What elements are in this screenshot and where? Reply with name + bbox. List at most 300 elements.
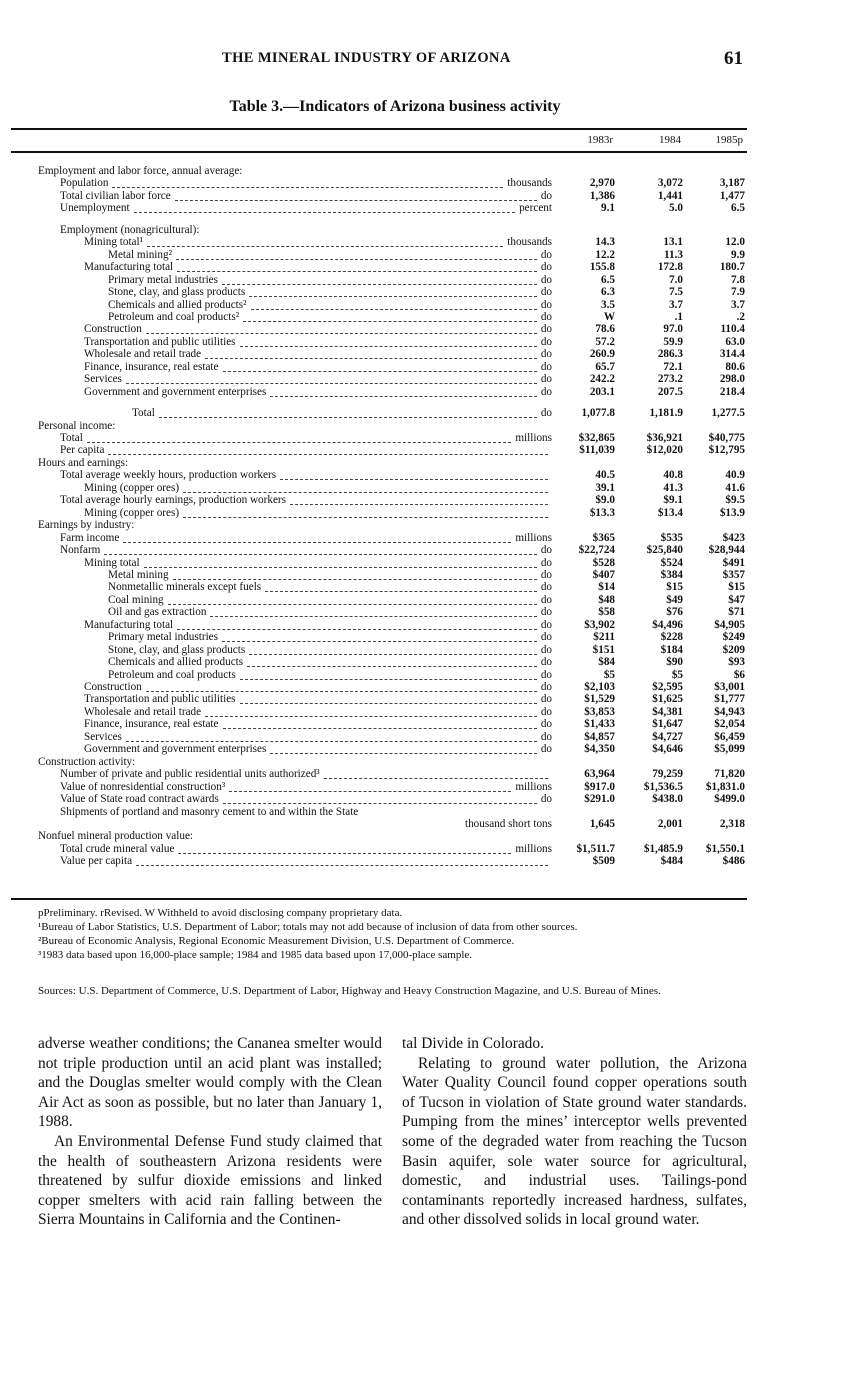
leader-dots	[265, 591, 537, 592]
row-label: Farm income	[60, 531, 120, 544]
row-value: 7.8	[731, 273, 745, 286]
row-value: $36,921	[646, 432, 683, 444]
body-paragraph: adverse weather conditions; the Cananea smelter would not triple production until an acid plant was installed; and the Douglas smelter would comply with the Clean Air Act as soon as possible, but no later than January 1, 1988.	[38, 1035, 382, 1131]
footnotes	[38, 906, 748, 962]
row-unit: do	[540, 593, 552, 606]
row-unit: do	[540, 705, 552, 718]
row-value: $2,103	[584, 681, 615, 693]
leader-dots	[240, 703, 537, 704]
row-label: Services	[84, 730, 122, 743]
leader-dots	[175, 200, 537, 201]
leader-dots	[249, 654, 537, 655]
row-value: 2,001	[657, 817, 683, 830]
table-row	[0, 669, 854, 682]
body-column-left	[38, 1034, 382, 1230]
leader-dots	[240, 346, 537, 347]
table-row	[0, 494, 854, 507]
table-row	[0, 768, 854, 781]
row-value: $384	[660, 568, 683, 581]
row-unit: do	[540, 743, 552, 756]
leader-dots	[270, 753, 537, 754]
table-row	[0, 202, 854, 215]
row-value: $528	[592, 556, 615, 569]
row-label: Earnings by industry:	[38, 519, 135, 532]
row-label: Per capita	[60, 444, 105, 457]
row-unit: thousands	[507, 236, 552, 249]
table-row	[0, 386, 854, 399]
row-unit: do	[540, 373, 552, 386]
row-value: $1,777	[714, 693, 745, 706]
row-value: $4,350	[584, 743, 615, 756]
row-value: 3,072	[657, 177, 683, 190]
row-value: 40.8	[663, 469, 683, 482]
row-unit: do	[540, 248, 552, 261]
row-value: $438.0	[652, 793, 683, 806]
table-row	[0, 557, 854, 570]
row-value: $71	[728, 606, 745, 619]
table-row	[0, 420, 854, 433]
leader-dots	[173, 579, 537, 580]
row-value: 9.9	[731, 248, 745, 261]
row-label: Employment and labor force, annual average:	[38, 165, 243, 177]
row-value: $3,853	[584, 705, 615, 718]
row-value: 9.1	[601, 202, 615, 215]
row-value: $524	[660, 556, 683, 569]
row-label: Mining total¹	[84, 236, 143, 249]
row-unit: percent	[519, 202, 552, 215]
row-value: $291.0	[584, 793, 615, 806]
row-unit: do	[540, 407, 552, 420]
row-unit: millions	[515, 842, 552, 855]
row-label: Manufacturing total	[84, 618, 174, 631]
row-value: 3.5	[601, 298, 615, 311]
row-value: $209	[722, 643, 745, 656]
row-value: $3,001	[714, 681, 745, 693]
row-label: Petroleum and coal products	[108, 668, 236, 681]
row-value: 71,820	[714, 768, 745, 781]
row-unit: do	[540, 385, 552, 398]
row-label: Total	[60, 432, 83, 444]
row-value: 286.3	[657, 348, 683, 361]
column-header-1984: 1984	[659, 134, 681, 146]
leader-dots	[243, 321, 537, 322]
row-value: 260.9	[589, 348, 615, 361]
row-label: Coal mining	[108, 593, 164, 606]
row-value: $40,775	[708, 432, 745, 444]
row-label: Hours and earnings:	[38, 456, 129, 469]
row-unit: do	[540, 643, 552, 656]
table-row	[0, 718, 854, 731]
row-value: 14.3	[595, 236, 615, 249]
table-row	[0, 793, 854, 806]
row-value: $12,795	[708, 444, 745, 457]
leader-dots	[247, 666, 537, 667]
row-value: $5,099	[714, 743, 745, 756]
row-value: 41.6	[725, 481, 745, 494]
leader-dots	[280, 479, 548, 480]
leader-dots	[249, 296, 537, 297]
table-row	[0, 706, 854, 719]
row-value: $1,511.7	[576, 842, 615, 855]
row-value: $11,039	[579, 444, 615, 457]
row-value: 5.0	[669, 202, 683, 215]
row-label: Total average weekly hours, production workers	[60, 469, 277, 482]
row-label: Services	[84, 373, 122, 386]
leader-dots	[112, 187, 503, 188]
column-header-1983: 1983r	[587, 134, 613, 146]
row-unit: do	[540, 606, 552, 619]
table-row	[0, 818, 854, 831]
row-label: Shipments of portland and masonry cement to and within the State	[60, 805, 359, 818]
table-caption: Table 3.—Indicators of Arizona business activity	[229, 98, 561, 115]
row-label: Wholesale and retail trade	[84, 348, 202, 361]
row-value: $249	[722, 631, 745, 644]
leader-dots	[240, 679, 537, 680]
row-value: $491	[722, 556, 745, 569]
row-value: $32,865	[578, 432, 615, 444]
row-label: Total average hourly earnings, production workers	[60, 494, 286, 507]
row-label: Population	[60, 177, 109, 190]
row-value: $423	[722, 531, 745, 544]
row-label: Metal mining²	[108, 248, 172, 261]
row-value: 12.0	[725, 236, 745, 249]
column-header-1985: 1985p	[715, 134, 743, 146]
row-value: $1,647	[652, 718, 683, 731]
table-row	[0, 855, 854, 868]
row-value: 314.4	[719, 348, 745, 361]
table-top-rule	[11, 128, 747, 130]
row-value: 97.0	[663, 323, 683, 336]
leader-dots	[183, 517, 548, 518]
table-row	[0, 407, 854, 420]
row-label: Primary metal industries	[108, 631, 218, 644]
row-value: $535	[660, 531, 683, 544]
row-value: $28,944	[708, 544, 745, 557]
table-row	[0, 224, 854, 237]
row-label: Wholesale and retail trade	[84, 705, 202, 718]
row-unit: do	[540, 360, 552, 373]
row-unit: do	[540, 323, 552, 336]
row-value: .1	[674, 310, 683, 323]
row-value: 207.5	[657, 385, 683, 398]
table-row	[0, 781, 854, 794]
row-unit: do	[540, 793, 552, 806]
row-unit: do	[540, 656, 552, 669]
row-value: $211	[593, 631, 615, 644]
table-row	[0, 656, 854, 669]
table-row	[0, 606, 854, 619]
row-unit: do	[540, 693, 552, 706]
row-unit: do	[540, 718, 552, 731]
table-row	[0, 444, 854, 457]
table-row	[0, 432, 854, 445]
row-label: Nonfuel mineral production value:	[38, 830, 194, 843]
row-value: $151	[592, 643, 615, 656]
row-unit: do	[540, 668, 552, 681]
leader-dots	[159, 417, 537, 418]
row-unit: do	[540, 568, 552, 581]
row-label: Primary metal industries	[108, 273, 218, 286]
leader-dots	[270, 396, 537, 397]
row-value: 6.3	[601, 286, 615, 299]
leader-dots	[178, 853, 511, 854]
row-value: $13.9	[719, 506, 745, 519]
row-unit: thousands	[507, 177, 552, 190]
row-label: Petroleum and coal products²	[108, 310, 240, 323]
row-value: $365	[592, 531, 615, 544]
leader-dots	[205, 716, 537, 717]
row-value: $58	[598, 606, 615, 619]
row-label: Construction activity:	[38, 755, 136, 768]
row-label: Manufacturing total	[84, 261, 174, 274]
table-row	[0, 311, 854, 324]
leader-dots	[168, 604, 537, 605]
row-label: Chemicals and allied products²	[108, 298, 247, 311]
row-value: $4,381	[652, 705, 683, 718]
page-number: 61	[724, 48, 743, 69]
row-value: $6,459	[714, 730, 745, 743]
footnote-1: ¹Bureau of Labor Statistics, U.S. Department of Labor; totals may not add because of inclusion of data from other sources.	[38, 921, 578, 933]
table-row	[0, 323, 854, 336]
leader-dots	[324, 778, 548, 779]
row-label: Unemployment	[60, 202, 130, 215]
row-value: $25,840	[646, 544, 683, 557]
leader-dots	[229, 791, 511, 792]
row-value: $407	[592, 568, 615, 581]
row-value: $12,020	[646, 444, 683, 457]
row-value: 1,077.8	[581, 407, 615, 420]
row-value: W	[603, 310, 615, 323]
row-value: 242.2	[589, 373, 615, 386]
row-value: 39.1	[595, 481, 615, 494]
row-value: $49	[666, 593, 683, 606]
row-value: $13.4	[657, 506, 683, 519]
row-label: Metal mining	[108, 568, 169, 581]
row-value: 1,181.9	[649, 407, 683, 420]
row-value: $13.3	[589, 506, 615, 519]
row-value: $1,536.5	[643, 780, 683, 793]
row-value: $5	[603, 668, 615, 681]
table-row	[0, 190, 854, 203]
row-value: $499.0	[714, 793, 745, 806]
row-value: 155.8	[589, 261, 615, 274]
table-row	[0, 731, 854, 744]
table-row	[0, 581, 854, 594]
row-value: 6.5	[731, 202, 745, 215]
row-label: Construction	[84, 681, 142, 693]
row-value: $5	[671, 668, 683, 681]
row-label: Total civilian labor force	[60, 189, 171, 202]
row-value: 298.0	[719, 373, 745, 386]
row-value: 3,187	[719, 177, 745, 190]
leader-dots	[144, 567, 537, 568]
row-value: 72.1	[663, 360, 683, 373]
row-value: $917.0	[584, 780, 615, 793]
row-value: $22,724	[578, 544, 615, 557]
row-value: $484	[660, 855, 683, 868]
table-row	[0, 299, 854, 312]
row-value: 1,441	[657, 189, 683, 202]
row-label: Oil and gas extraction	[108, 606, 207, 619]
table-row	[0, 373, 854, 386]
row-value: 63,964	[584, 768, 615, 781]
row-label: Mining (copper ores)	[84, 506, 180, 519]
row-value: 11.3	[664, 248, 683, 261]
table-row	[0, 177, 854, 190]
running-title: THE MINERAL INDUSTRY OF ARIZONA	[222, 50, 511, 66]
leader-dots	[177, 629, 537, 630]
row-value: 79,259	[652, 768, 683, 781]
row-value: 2,318	[719, 817, 745, 830]
row-value: $48	[598, 593, 615, 606]
table-row	[0, 286, 854, 299]
row-unit: do	[540, 348, 552, 361]
table-row	[0, 457, 854, 470]
row-value: 57.2	[595, 335, 615, 348]
table-row	[0, 619, 854, 632]
row-value: $15	[728, 581, 745, 594]
row-value: 65.7	[595, 360, 615, 373]
row-value: $357	[722, 568, 745, 581]
row-value: $184	[660, 643, 683, 656]
row-label: Stone, clay, and glass products	[108, 643, 246, 656]
row-value: $14	[598, 581, 615, 594]
table-row	[0, 482, 854, 495]
row-value: $4,646	[652, 743, 683, 756]
row-value: $2,054	[714, 718, 745, 731]
row-value: 1,645	[589, 817, 615, 830]
row-value: $1,831.0	[705, 780, 745, 793]
leader-dots	[290, 504, 548, 505]
row-value: 6.5	[601, 273, 615, 286]
row-value: 12.2	[595, 248, 615, 261]
table-row	[0, 806, 854, 819]
table-row	[0, 693, 854, 706]
row-label: Value of nonresidential construction³	[60, 780, 226, 793]
row-value: 7.0	[669, 273, 683, 286]
table-row	[0, 594, 854, 607]
row-value: $1,485.9	[643, 842, 683, 855]
leader-dots	[205, 358, 537, 359]
body-paragraph: Relating to ground water pollution, the Arizona Water Quality Council found copper operations south of Tucson in violation of State ground water standards. Pumping from the mines’ interceptor wells prevented some of the degraded water from reaching the Tucson Basin aquifer, sole water source for agricultural, domestic, and industrial uses. Tailings-pond contaminants reportedly increased hardness, sulfates, and other dissolved solids in local ground water.	[402, 1054, 747, 1229]
row-unit: do	[540, 310, 552, 323]
table-row	[0, 274, 854, 287]
leader-dots	[108, 454, 548, 455]
leader-dots	[223, 371, 537, 372]
leader-dots	[87, 442, 511, 443]
row-value: $9.1	[663, 494, 683, 507]
row-label: Finance, insurance, real estate	[84, 718, 219, 731]
footnote-3: ³1983 data based upon 16,000-place sample; 1984 and 1985 data based upon 17,000-place sample.	[38, 949, 473, 961]
table-row	[0, 681, 854, 694]
row-value: $2,595	[652, 681, 683, 693]
row-label: Nonfarm	[60, 544, 101, 557]
row-label: Mining (copper ores)	[84, 481, 180, 494]
row-value: $84	[598, 656, 615, 669]
table-row	[0, 544, 854, 557]
row-unit: do	[540, 335, 552, 348]
row-unit: do	[540, 730, 552, 743]
row-value: $486	[722, 855, 745, 868]
row-unit: millions	[515, 780, 552, 793]
leader-dots	[134, 212, 515, 213]
row-label: Total crude mineral value	[60, 842, 175, 855]
row-unit: do	[540, 581, 552, 594]
row-value: $9.0	[595, 494, 615, 507]
row-value: $4,905	[714, 618, 745, 631]
row-unit: do	[540, 286, 552, 299]
table-row	[0, 569, 854, 582]
sources-text: Sources: U.S. Department of Commerce, U.S. Department of Labor, Highway and Heavy Construction Magazine, and U.S. Bureau of Mines.	[38, 985, 661, 997]
row-unit: do	[540, 631, 552, 644]
row-value: $1,529	[584, 693, 615, 706]
row-value: $6	[733, 668, 745, 681]
table-row	[0, 336, 854, 349]
row-label: Employment (nonagricultural):	[60, 223, 200, 236]
row-label: Transportation and public utilities	[84, 335, 236, 348]
row-value: 2,970	[589, 177, 615, 190]
row-unit: do	[540, 681, 552, 693]
row-label: Value of State road contract awards	[60, 793, 219, 806]
row-unit: do	[540, 544, 552, 557]
row-label: Personal income:	[38, 419, 116, 432]
leader-dots	[136, 865, 548, 866]
row-value: $509	[592, 855, 615, 868]
row-label: Construction	[84, 323, 142, 336]
table-row	[0, 165, 854, 178]
row-value: 3.7	[669, 298, 683, 311]
row-value: 3.7	[731, 298, 745, 311]
row-value: 218.4	[719, 385, 745, 398]
leader-dots	[223, 728, 537, 729]
leader-dots	[126, 741, 537, 742]
row-value: 59.9	[663, 335, 683, 348]
leader-dots	[223, 803, 537, 804]
table-row	[0, 361, 854, 374]
row-label: Value per capita	[60, 855, 133, 868]
row-value: 1,386	[589, 189, 615, 202]
row-value: $4,727	[652, 730, 683, 743]
row-label: Mining total	[84, 556, 140, 569]
row-unit: do	[540, 261, 552, 274]
sources-note	[38, 984, 748, 998]
leader-dots	[177, 271, 537, 272]
leader-dots	[183, 492, 548, 493]
row-label: Transportation and public utilities	[84, 693, 236, 706]
row-unit: thousand short tons	[464, 817, 552, 830]
row-value: $228	[660, 631, 683, 644]
footnote-2: ²Bureau of Economic Analysis, Regional Economic Measurement Division, U.S. Department of Commerce.	[38, 935, 515, 947]
leader-dots	[147, 246, 503, 247]
leader-dots	[222, 284, 537, 285]
row-value: 172.8	[657, 261, 683, 274]
footnote-legend: pPreliminary. rRevised. W Withheld to avoid disclosing company proprietary data.	[38, 907, 403, 919]
row-value: $4,857	[584, 730, 615, 743]
body-paragraph: tal Divide in Colorado.	[402, 1035, 544, 1052]
row-value: $15	[666, 581, 683, 594]
row-value: $3,902	[584, 618, 615, 631]
body-column-right	[402, 1034, 747, 1230]
row-value: 80.6	[725, 360, 745, 373]
row-value: 63.0	[725, 335, 745, 348]
running-head	[0, 50, 854, 72]
table-row	[0, 469, 854, 482]
row-label: Total	[132, 407, 155, 420]
row-label: Chemicals and allied products	[108, 656, 244, 669]
row-label: Number of private and public residential units authorized³	[60, 768, 320, 781]
table-row	[0, 236, 854, 249]
row-value: 40.5	[595, 469, 615, 482]
